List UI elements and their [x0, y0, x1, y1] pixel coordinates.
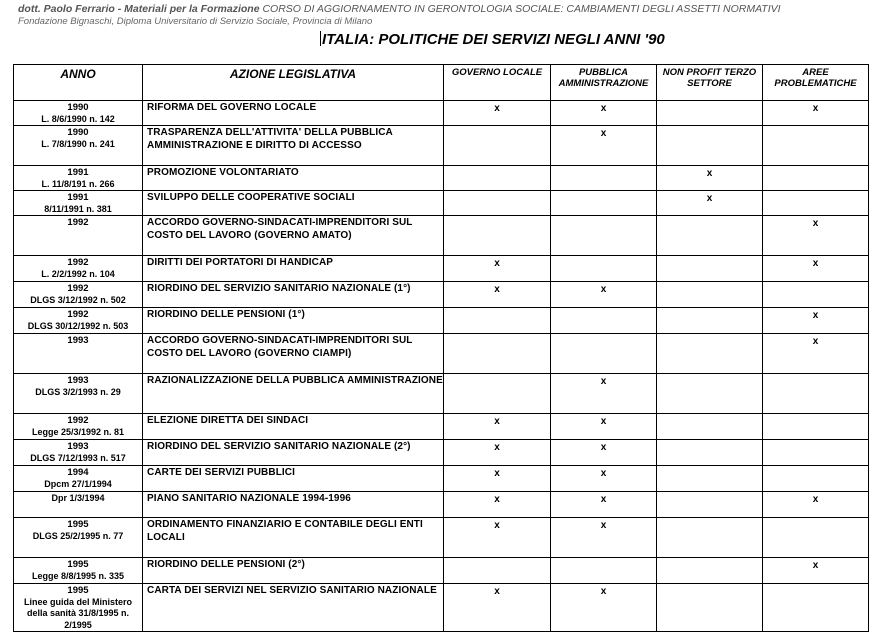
- pubblica-amministrazione-mark: x: [551, 126, 657, 166]
- year-cell: [14, 334, 143, 374]
- aree-problematiche-mark: [763, 166, 869, 191]
- year-cell: [14, 466, 143, 492]
- pubblica-amministrazione-mark: [551, 256, 657, 282]
- header-author: dott. Paolo Ferrario - Materiali per la Formazione: [18, 3, 263, 15]
- non-profit-mark: [657, 466, 763, 492]
- law-reference: L. 7/8/1990 n. 241: [41, 138, 115, 149]
- aree-problematiche-mark: [763, 584, 869, 632]
- legislative-action-cell: RIORDINO DEL SERVIZIO SANITARIO NAZIONALE (2°): [143, 440, 444, 466]
- legislative-action-cell: ORDINAMENTO FINANZIARIO E CONTABILE DEGLI ENTI LOCALI: [143, 518, 444, 558]
- law-reference: L. 11/8/191 n. 266: [41, 178, 115, 189]
- law-reference: DLGS 25/2/1995 n. 77: [32, 530, 124, 541]
- legislative-action-cell: DIRITTI DEI PORTATORI DI HANDICAP: [143, 256, 444, 282]
- year-cell: [14, 518, 143, 558]
- aree-problematiche-mark: [763, 466, 869, 492]
- pubblica-amministrazione-mark: [551, 308, 657, 334]
- year-value: 1990: [67, 127, 89, 138]
- non-profit-mark: [657, 492, 763, 518]
- legislative-action-cell: RIFORMA DEL GOVERNO LOCALE: [143, 101, 444, 126]
- law-reference: Legge 25/3/1992 n. 81: [31, 426, 125, 437]
- non-profit-mark: [657, 374, 763, 414]
- aree-problematiche-mark: x: [763, 334, 869, 374]
- legislative-action-cell: ACCORDO GOVERNO-SINDACATI-IMPRENDITORI SUL COSTO DEL LAVORO (GOVERNO AMATO): [143, 216, 444, 256]
- year-value: 1992: [67, 309, 89, 320]
- legislative-action-cell: ACCORDO GOVERNO-SINDACATI-IMPRENDITORI SUL COSTO DEL LAVORO (GOVERNO CIAMPI): [143, 334, 444, 374]
- year-cell: [14, 126, 143, 166]
- governo-locale-mark: x: [444, 414, 551, 440]
- table-header-row: [14, 65, 869, 101]
- table-row: [14, 126, 869, 166]
- legislative-action-cell: CARTA DEI SERVIZI NEL SERVIZIO SANITARIO NAZIONALE: [143, 584, 444, 632]
- governo-locale-mark: [444, 166, 551, 191]
- legislative-action-cell: RAZIONALIZZAZIONE DELLA PUBBLICA AMMINISTRAZIONE: [143, 374, 444, 414]
- law-reference: DLGS 7/12/1993 n. 517: [30, 452, 126, 463]
- document-header: [18, 3, 781, 15]
- governo-locale-mark: x: [444, 584, 551, 632]
- year-cell: [14, 440, 143, 466]
- table-row: [14, 334, 869, 374]
- header-institution: Fondazione Bignaschi, Diploma Universitario di Servizio Sociale, Provincia di Milano: [18, 16, 373, 27]
- governo-locale-mark: x: [444, 256, 551, 282]
- year-cell: [14, 414, 143, 440]
- table-row: [14, 440, 869, 466]
- legislative-action-cell: ELEZIONE DIRETTA DEI SINDACI: [143, 414, 444, 440]
- law-reference: DLGS 3/12/1992 n. 502: [30, 294, 126, 305]
- table-row: [14, 308, 869, 334]
- legislative-action-cell: CARTE DEI SERVIZI PUBBLICI: [143, 466, 444, 492]
- aree-problematiche-mark: x: [763, 101, 869, 126]
- governo-locale-mark: x: [444, 466, 551, 492]
- governo-locale-mark: x: [444, 492, 551, 518]
- text-cursor: [320, 31, 321, 46]
- table-row: [14, 414, 869, 440]
- legislative-action-cell: SVILUPPO DELLE COOPERATIVE SOCIALI: [143, 191, 444, 216]
- col-header-azione: AZIONE LEGISLATIVA: [143, 65, 444, 101]
- pubblica-amministrazione-mark: x: [551, 518, 657, 558]
- pubblica-amministrazione-mark: x: [551, 440, 657, 466]
- law-reference: Legge 8/8/1995 n. 335: [31, 570, 125, 581]
- pubblica-amministrazione-mark: [551, 216, 657, 256]
- aree-problematiche-mark: x: [763, 308, 869, 334]
- law-reference: 8/11/1991 n. 381: [44, 203, 112, 214]
- year-value: 1992: [67, 283, 89, 294]
- year-cell: [14, 308, 143, 334]
- year-value: 1993: [67, 375, 89, 386]
- law-reference: L. 2/2/1992 n. 104: [41, 268, 115, 279]
- year-cell: [14, 256, 143, 282]
- year-cell: [14, 584, 143, 632]
- year-cell: [14, 166, 143, 191]
- governo-locale-mark: x: [444, 282, 551, 308]
- table-row: [14, 584, 869, 632]
- legislative-action-cell: RIORDINO DELLE PENSIONI (1°): [143, 308, 444, 334]
- legislative-action-cell: TRASPARENZA DELL'ATTIVITA' DELLA PUBBLICA AMMINISTRAZIONE E DIRITTO DI ACCESSO: [143, 126, 444, 166]
- governo-locale-mark: [444, 374, 551, 414]
- pubblica-amministrazione-mark: x: [551, 374, 657, 414]
- year-value: 1990: [67, 102, 89, 113]
- non-profit-mark: [657, 126, 763, 166]
- year-value: 1993: [67, 441, 89, 452]
- year-value: 1992: [67, 415, 89, 426]
- year-value: 1995: [67, 519, 89, 530]
- col-header-governo-locale: GOVERNO LOCALE: [444, 65, 551, 101]
- page-title-text: ITALIA: POLITICHE DEI SERVIZI NEGLI ANNI '90: [322, 31, 665, 48]
- pubblica-amministrazione-mark: x: [551, 492, 657, 518]
- non-profit-mark: [657, 518, 763, 558]
- law-reference: Linee guida del Ministero della sanità 31/8/1995 n. 2/1995: [23, 596, 132, 630]
- pubblica-amministrazione-mark: x: [551, 414, 657, 440]
- law-reference: Dpr 1/3/1994: [51, 493, 105, 503]
- legislative-action-cell: RIORDINO DELLE PENSIONI (2°): [143, 558, 444, 584]
- year-value: 1995: [67, 559, 89, 570]
- col-header-aree-problematiche: AREE PROBLEMATICHE: [763, 65, 869, 101]
- header-course: CORSO DI AGGIORNAMENTO IN GERONTOLOGIA SOCIALE: CAMBIAMENTI DEGLI ASSETTI NORMATIVI: [262, 3, 781, 15]
- aree-problematiche-mark: [763, 126, 869, 166]
- non-profit-mark: x: [657, 191, 763, 216]
- aree-problematiche-mark: x: [763, 216, 869, 256]
- aree-problematiche-mark: x: [763, 256, 869, 282]
- aree-problematiche-mark: [763, 414, 869, 440]
- year-cell: [14, 492, 143, 518]
- table-row: [14, 101, 869, 126]
- aree-problematiche-mark: [763, 374, 869, 414]
- non-profit-mark: [657, 440, 763, 466]
- aree-problematiche-mark: [763, 191, 869, 216]
- non-profit-mark: [657, 584, 763, 632]
- page-title: [320, 31, 665, 48]
- table-row: [14, 216, 869, 256]
- law-reference: DLGS 30/12/1992 n. 503: [27, 320, 129, 331]
- pubblica-amministrazione-mark: x: [551, 584, 657, 632]
- legislative-action-cell: PIANO SANITARIO NAZIONALE 1994-1996: [143, 492, 444, 518]
- col-header-non-profit: NON PROFIT TERZO SETTORE: [657, 65, 763, 101]
- pubblica-amministrazione-mark: [551, 558, 657, 584]
- table-row: [14, 466, 869, 492]
- table-row: [14, 518, 869, 558]
- pubblica-amministrazione-mark: x: [551, 101, 657, 126]
- table-row: [14, 374, 869, 414]
- pubblica-amministrazione-mark: x: [551, 282, 657, 308]
- pubblica-amministrazione-mark: x: [551, 466, 657, 492]
- non-profit-mark: [657, 101, 763, 126]
- table-body: [14, 101, 869, 632]
- legislative-action-cell: RIORDINO DEL SERVIZIO SANITARIO NAZIONALE (1°): [143, 282, 444, 308]
- pubblica-amministrazione-mark: [551, 334, 657, 374]
- law-reference: Dpcm 27/1/1994: [44, 478, 112, 489]
- year-cell: [14, 191, 143, 216]
- governo-locale-mark: [444, 126, 551, 166]
- year-cell: [14, 101, 143, 126]
- non-profit-mark: [657, 334, 763, 374]
- table-row: [14, 492, 869, 518]
- non-profit-mark: [657, 308, 763, 334]
- year-value: 1995: [67, 585, 89, 596]
- law-reference: L. 8/6/1990 n. 142: [41, 113, 115, 124]
- aree-problematiche-mark: x: [763, 492, 869, 518]
- non-profit-mark: x: [657, 166, 763, 191]
- year-value: 1992: [67, 217, 89, 228]
- pubblica-amministrazione-mark: [551, 191, 657, 216]
- aree-problematiche-mark: [763, 440, 869, 466]
- year-cell: [14, 216, 143, 256]
- governo-locale-mark: [444, 334, 551, 374]
- governo-locale-mark: x: [444, 101, 551, 126]
- aree-problematiche-mark: [763, 518, 869, 558]
- year-value: 1991: [67, 192, 89, 203]
- year-cell: [14, 282, 143, 308]
- table-row: [14, 166, 869, 191]
- col-header-anno: ANNO: [14, 65, 143, 101]
- year-cell: [14, 374, 143, 414]
- governo-locale-mark: [444, 308, 551, 334]
- pubblica-amministrazione-mark: [551, 166, 657, 191]
- governo-locale-mark: [444, 558, 551, 584]
- governo-locale-mark: x: [444, 440, 551, 466]
- year-value: 1992: [67, 257, 89, 268]
- year-value: 1993: [67, 335, 89, 346]
- aree-problematiche-mark: x: [763, 558, 869, 584]
- col-header-pubblica-amministrazione: PUBBLICA AMMINISTRAZIONE: [551, 65, 657, 101]
- table-row: [14, 191, 869, 216]
- table-row: [14, 282, 869, 308]
- aree-problematiche-mark: [763, 282, 869, 308]
- non-profit-mark: [657, 282, 763, 308]
- table-row: [14, 256, 869, 282]
- legislation-table: [13, 64, 869, 632]
- law-reference: DLGS 3/2/1993 n. 29: [35, 386, 121, 397]
- non-profit-mark: [657, 216, 763, 256]
- year-value: 1991: [67, 167, 89, 178]
- governo-locale-mark: [444, 216, 551, 256]
- governo-locale-mark: x: [444, 518, 551, 558]
- non-profit-mark: [657, 414, 763, 440]
- non-profit-mark: [657, 256, 763, 282]
- year-cell: [14, 558, 143, 584]
- non-profit-mark: [657, 558, 763, 584]
- governo-locale-mark: [444, 191, 551, 216]
- table-row: [14, 558, 869, 584]
- year-value: 1994: [67, 467, 89, 478]
- legislative-action-cell: PROMOZIONE VOLONTARIATO: [143, 166, 444, 191]
